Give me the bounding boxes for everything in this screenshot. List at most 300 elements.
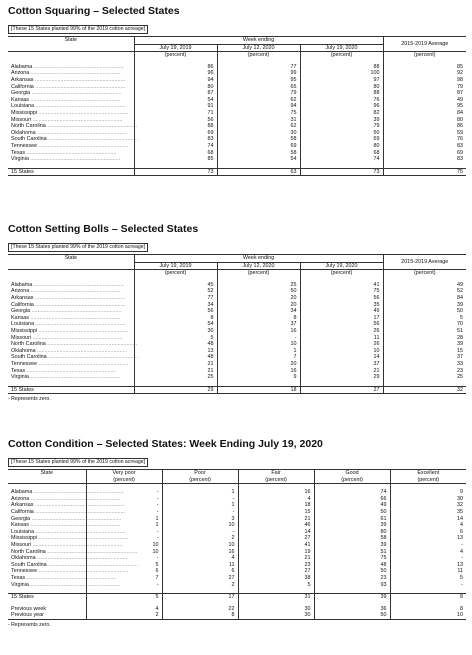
value-cell: 29 (300, 374, 383, 381)
leader-dots: ............................................................ (30, 308, 122, 315)
table-row (8, 308, 466, 315)
value-cell: 45 (134, 282, 217, 289)
value-cell: 80 (134, 84, 217, 91)
state-name: California (11, 83, 34, 90)
value-cell: 75 (300, 288, 383, 295)
value-cell: 62 (217, 97, 300, 104)
value-cell: 48 (134, 354, 217, 361)
value-cell: 29 (134, 386, 217, 394)
value-cell: 35 (300, 302, 383, 309)
value-cell: 6 (390, 529, 466, 536)
value-cell: 19 (238, 549, 314, 556)
bolls-state-header: State (64, 255, 78, 261)
state-cell (8, 110, 134, 117)
state-cell (8, 541, 123, 549)
leader-dots: ............................................................ (34, 321, 126, 328)
bolls-col4-header: 2015-2019 Average (383, 255, 466, 270)
total-row (8, 386, 466, 394)
value-cell: 99 (217, 70, 300, 77)
squaring-title: Cotton Squaring – Selected States (8, 5, 180, 17)
state-cell (8, 168, 134, 176)
value-cell: 71 (134, 110, 217, 117)
unit-label: (percent) (314, 477, 390, 484)
value-cell: 30 (238, 612, 314, 619)
leader-dots: ............................................................ (37, 109, 129, 116)
table-row (8, 496, 466, 503)
bolls-col1-header: July 19, 2019 (134, 262, 217, 269)
table-row (8, 502, 466, 509)
table-row (8, 130, 466, 137)
squaring-section (8, 5, 466, 176)
unit-label: (percent) (300, 52, 383, 59)
value-cell: 8 (217, 315, 300, 322)
leader-dots: ............................................................ (37, 568, 129, 575)
unit-label: (percent) (383, 270, 466, 277)
unit-label: (percent) (217, 270, 300, 277)
state-name: Missouri (11, 541, 32, 548)
state-name: Previous week (11, 605, 47, 612)
value-cell: 97 (300, 77, 383, 84)
value-cell: 93 (314, 582, 390, 589)
value-cell: 80 (314, 529, 390, 536)
leader-dots: ............................................................ (33, 294, 125, 301)
state-cell (8, 386, 134, 394)
table-row (8, 156, 466, 163)
state-cell (8, 282, 134, 289)
value-cell: 5 (134, 335, 217, 342)
value-cell: 1 (86, 522, 162, 529)
value-cell: 13 (390, 562, 466, 569)
leader-dots: ............................................................ (37, 360, 129, 367)
state-cell (8, 90, 134, 97)
state-name: Missouri (11, 116, 32, 123)
value-cell: 18 (217, 386, 300, 394)
value-cell: 98 (383, 77, 466, 84)
value-cell: 11 (162, 562, 238, 569)
value-cell: 100 (300, 70, 383, 77)
condition-footnote: - Represents zero. (8, 621, 51, 628)
table-row (8, 522, 466, 529)
value-cell: 10 (86, 549, 162, 556)
value-cell: 18 (238, 502, 314, 509)
value-cell: 39 (383, 341, 466, 348)
state-cell (8, 574, 117, 582)
value-cell: 58 (217, 150, 300, 157)
value-cell: 26 (300, 341, 383, 348)
value-cell: 4 (162, 555, 238, 562)
state-name: Arizona (11, 495, 30, 502)
state-cell (8, 70, 134, 77)
leader-dots: ............................................................ (28, 96, 121, 103)
state-cell (8, 368, 134, 375)
value-cell: 1 (162, 489, 238, 496)
value-cell: 80 (300, 84, 383, 91)
value-cell: 26 (300, 328, 383, 335)
leader-dots: ............................................................ (45, 548, 138, 555)
value-cell: 68 (300, 150, 383, 157)
value-cell: 16 (217, 368, 300, 375)
value-cell: 50 (314, 612, 390, 619)
state-cell (8, 555, 127, 562)
table-row (8, 575, 466, 582)
value-cell: 17 (300, 315, 383, 322)
state-cell (8, 341, 138, 348)
table-row (8, 288, 466, 295)
state-name: Georgia (11, 515, 31, 522)
condition-col-good: Good (314, 470, 390, 477)
unit-label: (percent) (162, 477, 238, 484)
state-name: Georgia (11, 308, 31, 315)
table-row (8, 529, 466, 536)
leader-dots: ............................................................ (35, 129, 127, 136)
table-row (8, 562, 466, 569)
bolls-table-body (8, 282, 466, 394)
value-cell: 49 (314, 502, 390, 509)
state-cell (8, 117, 134, 124)
table-row (8, 582, 466, 589)
state-cell (8, 308, 134, 315)
value-cell: 46 (238, 522, 314, 529)
leader-dots: ............................................................ (37, 535, 129, 542)
value-cell: 96 (300, 103, 383, 110)
value-cell: 10 (162, 542, 238, 549)
value-cell: 10 (217, 341, 300, 348)
value-cell: 14 (300, 354, 383, 361)
state-cell (8, 515, 122, 523)
state-name: Oklahoma (11, 129, 36, 136)
state-name: Tennessee (11, 360, 38, 367)
state-name: Mississippi (11, 535, 38, 542)
state-name: Kansas (11, 314, 29, 321)
state-cell (8, 612, 86, 619)
total-row (8, 594, 466, 601)
value-cell: 73 (134, 168, 217, 176)
value-cell: 16 (217, 328, 300, 335)
value-cell: 87 (383, 90, 466, 97)
state-name: Arizona (11, 70, 30, 77)
table-row (8, 321, 466, 328)
value-cell: 50 (300, 130, 383, 137)
unit-label: (percent) (86, 477, 162, 484)
value-cell: 7 (86, 575, 162, 582)
value-cell: 75 (314, 555, 390, 562)
state-cell (8, 156, 134, 163)
condition-col-poor: Poor (162, 470, 238, 477)
value-cell: 6 (86, 568, 162, 575)
state-cell (8, 103, 134, 110)
value-cell: 5 (383, 315, 466, 322)
value-cell: 50 (314, 568, 390, 575)
unit-label: (percent) (300, 270, 383, 277)
condition-title: Cotton Condition – Selected States: Week Ending July 19, 2020 (8, 438, 323, 450)
value-cell: 23 (383, 368, 466, 375)
leader-dots: ............................................................ (32, 63, 124, 70)
total-row (8, 606, 466, 613)
leader-dots: ............................................................ (25, 574, 117, 581)
value-cell: 8 (162, 612, 238, 619)
value-cell: 23 (238, 562, 314, 569)
value-cell: 33 (383, 361, 466, 368)
value-cell: 56 (300, 295, 383, 302)
value-cell: 20 (217, 302, 300, 309)
unit-label: (percent) (383, 52, 466, 59)
state-cell (8, 328, 134, 335)
value-cell: 74 (300, 156, 383, 163)
value-cell: 50 (383, 308, 466, 315)
leader-dots: ............................................................ (34, 103, 126, 110)
value-cell: - (162, 509, 238, 516)
state-cell (8, 535, 129, 542)
state-name: North Carolina (11, 341, 46, 348)
value-cell: 69 (300, 136, 383, 143)
value-cell: 83 (134, 136, 217, 143)
state-name: Louisiana (11, 528, 35, 535)
table-row (8, 374, 466, 381)
condition-col-very-poor: Very poor (86, 470, 162, 477)
value-cell: 25 (217, 282, 300, 289)
value-cell: 56 (134, 117, 217, 124)
value-cell: 31 (238, 594, 314, 601)
leader-dots: ............................................................ (34, 528, 126, 535)
value-cell: 83 (383, 143, 466, 150)
table-row (8, 555, 466, 562)
state-cell (8, 97, 134, 104)
leader-dots: ............................................................ (37, 142, 129, 149)
state-name: North Carolina (11, 123, 46, 130)
value-cell: 30 (390, 496, 466, 503)
value-cell: 10 (300, 348, 383, 355)
state-cell (8, 581, 121, 589)
value-cell: 80 (383, 117, 466, 124)
state-cell (8, 561, 139, 569)
value-cell: 73 (300, 168, 383, 176)
value-cell: 79 (217, 90, 300, 97)
unit-label: (percent) (134, 52, 217, 59)
value-cell: 13 (134, 348, 217, 355)
state-cell (8, 150, 134, 157)
leader-dots: ............................................................ (46, 136, 139, 143)
value-cell: 30 (134, 328, 217, 335)
table-row (8, 509, 466, 516)
value-cell: 39 (314, 542, 390, 549)
value-cell: 21 (134, 361, 217, 368)
leader-dots: ............................................................ (33, 301, 126, 308)
value-cell: 4 (86, 606, 162, 613)
leader-dots: ............................................................ (29, 495, 121, 502)
value-cell: 54 (134, 321, 217, 328)
state-name: Virginia (11, 374, 29, 381)
value-cell: 87 (134, 90, 217, 97)
value-cell: 1 (86, 516, 162, 523)
state-cell (8, 568, 129, 575)
value-cell: - (86, 555, 162, 562)
value-cell: 83 (383, 156, 466, 163)
squaring-subtitle: [These 15 States planted 99% of the 2019 cotton acreage] (8, 25, 148, 34)
value-cell: 21 (300, 368, 383, 375)
value-cell: 69 (134, 130, 217, 137)
leader-dots: ............................................................ (33, 76, 125, 83)
leader-dots: ............................................................ (31, 541, 123, 548)
state-name: Mississippi (11, 327, 38, 334)
value-cell: 5 (390, 575, 466, 582)
leader-dots: ............................................................ (29, 288, 121, 295)
table-row (8, 103, 466, 110)
table-row (8, 328, 466, 335)
state-name: Arkansas (11, 76, 34, 83)
value-cell: 36 (314, 606, 390, 613)
value-cell: 76 (383, 136, 466, 143)
value-cell: 39 (314, 594, 390, 601)
bolls-title: Cotton Setting Bolls – Selected States (8, 223, 199, 235)
state-cell (8, 354, 139, 361)
value-cell: 80 (300, 143, 383, 150)
state-name: Oklahoma (11, 555, 36, 562)
value-cell: - (86, 529, 162, 536)
value-cell: 95 (217, 77, 300, 84)
value-cell: 2 (86, 612, 162, 619)
value-cell: 4 (238, 496, 314, 503)
value-cell: - (86, 582, 162, 589)
value-cell: 4 (390, 522, 466, 529)
state-name: California (11, 301, 34, 308)
value-cell: 5 (86, 562, 162, 569)
value-cell: 41 (300, 282, 383, 289)
state-cell (8, 374, 134, 381)
value-cell: 41 (238, 542, 314, 549)
unit-label: (percent) (217, 52, 300, 59)
table-row (8, 295, 466, 302)
state-name: Alabama (11, 489, 33, 496)
table-row (8, 97, 466, 104)
state-cell (8, 84, 134, 91)
value-cell: - (217, 335, 300, 342)
table-row (8, 302, 466, 309)
value-cell: 37 (300, 361, 383, 368)
value-cell: 75 (217, 110, 300, 117)
value-cell: 54 (217, 156, 300, 163)
value-cell: 51 (314, 549, 390, 556)
value-cell: 94 (134, 77, 217, 84)
leader-dots: ............................................................ (35, 555, 127, 562)
condition-col-excellent: Excellent (390, 470, 466, 477)
unit-label: (percent) (390, 477, 466, 484)
squaring-col3-header: July 19, 2020 (300, 44, 383, 51)
leader-dots: ............................................................ (33, 83, 126, 90)
state-cell (8, 502, 125, 509)
value-cell: 48 (134, 341, 217, 348)
leader-dots: ............................................................ (28, 522, 121, 529)
squaring-state-header: State (64, 37, 78, 43)
condition-table-body (8, 489, 466, 619)
leader-dots: ............................................................ (32, 489, 124, 496)
value-cell: 88 (134, 123, 217, 130)
state-cell (8, 288, 134, 295)
state-cell (8, 315, 134, 322)
state-cell (8, 528, 126, 536)
value-cell: 39 (314, 522, 390, 529)
state-cell (8, 495, 121, 503)
value-cell: 21 (134, 368, 217, 375)
value-cell: 56 (134, 308, 217, 315)
value-cell: 16 (238, 489, 314, 496)
leader-dots: ............................................................ (32, 281, 124, 288)
state-cell (8, 130, 134, 137)
state-cell (8, 522, 121, 529)
value-cell: 8 (390, 606, 466, 613)
value-cell: 27 (238, 535, 314, 542)
value-cell: 58 (217, 136, 300, 143)
state-name: Tennessee (11, 142, 38, 149)
value-cell: 34 (217, 308, 300, 315)
state-name: Texas (11, 149, 26, 156)
state-name: South Carolina (11, 561, 47, 568)
state-name: Oklahoma (11, 347, 36, 354)
squaring-col1-header: July 19, 2019 (134, 44, 217, 51)
value-cell: 69 (217, 143, 300, 150)
condition-state-header: State (40, 470, 54, 476)
unit-label: (percent) (238, 477, 314, 484)
bolls-section (8, 223, 466, 402)
bolls-footnote: - Represents zero. (8, 396, 51, 403)
value-cell: 10 (162, 522, 238, 529)
table-row (8, 282, 466, 289)
value-cell: 1 (217, 348, 300, 355)
value-cell: 49 (300, 308, 383, 315)
squaring-col4-header: 2015-2019 Average (383, 37, 466, 52)
value-cell: 79 (383, 84, 466, 91)
value-cell: 15 (238, 509, 314, 516)
table-row (8, 568, 466, 575)
value-cell: 62 (217, 123, 300, 130)
value-cell: - (162, 496, 238, 503)
table-row (8, 150, 466, 157)
state-cell (8, 143, 134, 150)
value-cell: 34 (134, 302, 217, 309)
state-name: Kansas (11, 522, 29, 529)
bolls-col3-header: July 19, 2020 (300, 262, 383, 269)
bolls-week-ending: Week ending (134, 255, 383, 263)
table-row (8, 489, 466, 496)
value-cell: 58 (314, 535, 390, 542)
leader-dots: ............................................................ (28, 314, 121, 321)
state-name: Texas (11, 574, 26, 581)
value-cell: - (86, 502, 162, 509)
state-name: Arkansas (11, 502, 34, 509)
value-cell: 49 (383, 282, 466, 289)
value-cell: 77 (134, 295, 217, 302)
value-cell: 84 (383, 110, 466, 117)
value-cell: 69 (383, 150, 466, 157)
state-name: Louisiana (11, 103, 35, 110)
leader-dots: ............................................................ (28, 374, 121, 381)
value-cell: 23 (314, 575, 390, 582)
value-cell: 88 (300, 90, 383, 97)
value-cell: 50 (217, 288, 300, 295)
table-row (8, 516, 466, 523)
value-cell: 92 (383, 70, 466, 77)
leader-dots: ............................................................ (29, 70, 121, 77)
squaring-table (8, 36, 466, 176)
value-cell: 91 (134, 103, 217, 110)
state-cell (8, 335, 134, 342)
value-cell: 66 (314, 496, 390, 503)
total-row (8, 168, 466, 176)
value-cell: 10 (86, 542, 162, 549)
state-name: Mississippi (11, 109, 38, 116)
condition-col-fair: Fair (238, 470, 314, 477)
value-cell: 3 (162, 516, 238, 523)
table-row (8, 535, 466, 542)
